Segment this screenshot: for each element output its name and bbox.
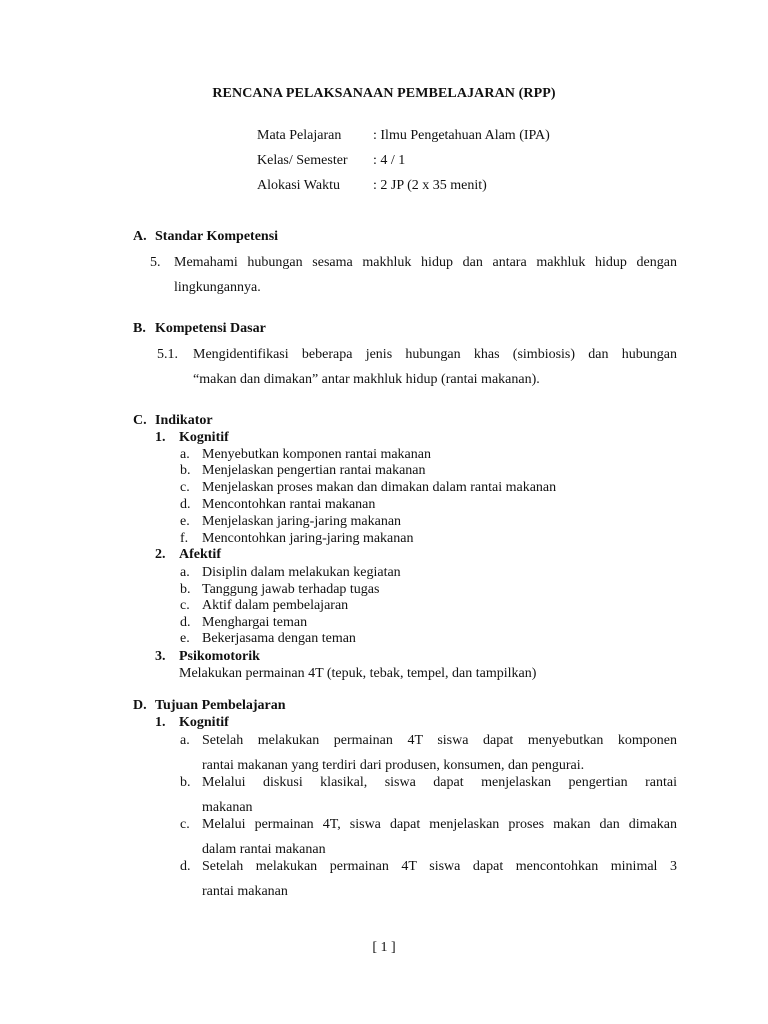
item-text: Disiplin dalam melakukan kegiatan [202, 565, 401, 580]
competency-text-line: Memahami hubungan sesama makhluk hidup dan antara makhluk hidup dengan [174, 255, 677, 270]
psikomotorik-text: Melakukan permainan 4T (tepuk, tebak, tempel, dan tampilkan) [179, 666, 537, 681]
list-item [180, 733, 677, 749]
item-letter: c. [180, 480, 190, 495]
item-letter: c. [180, 817, 190, 832]
section-title: Tujuan Pembelajaran [155, 698, 286, 713]
subsection-number: 2. [155, 547, 166, 562]
competency-text-line: lingkungannya. [174, 280, 261, 295]
section-letter: D. [133, 698, 147, 713]
meta-label: Alokasi Waktu [257, 178, 340, 193]
item-letter: a. [180, 447, 190, 462]
meta-value: : 4 / 1 [373, 153, 406, 168]
competency-number: 5.1. [157, 347, 178, 362]
item-text-line: rantai makanan yang terdiri dari produsen, konsumen, dan pengurai. [202, 758, 585, 773]
list-item [180, 859, 677, 875]
item-letter: b. [180, 582, 191, 597]
item-text: Tanggung jawab terhadap tugas [202, 582, 380, 597]
competency-number: 5. [150, 255, 161, 270]
section-title: Kompetensi Dasar [155, 321, 266, 336]
item-text-line: Melalui permainan 4T, siswa dapat menjelaskan proses makan dan dimakan [202, 817, 677, 832]
item-text: Bekerjasama dengan teman [202, 631, 356, 646]
subsection-number: 3. [155, 649, 166, 664]
item-text-line: dalam rantai makanan [202, 842, 326, 857]
item-text-line: Melalui diskusi klasikal, siswa dapat menjelaskan pengertian rantai [202, 775, 677, 790]
item-text-line: Setelah melakukan permainan 4T siswa dapat mencontohkan minimal 3 [202, 859, 677, 874]
meta-value: : Ilmu Pengetahuan Alam (IPA) [373, 128, 550, 143]
item-text: Menjelaskan jaring-jaring makanan [202, 514, 402, 529]
meta-value: : 2 JP (2 x 35 menit) [373, 178, 487, 193]
item-text-line: makanan [202, 800, 253, 815]
item-text: Menjelaskan pengertian rantai makanan [202, 463, 426, 478]
subsection-title: Kognitif [179, 715, 229, 730]
item-text: Menyebutkan komponen rantai makanan [202, 447, 431, 462]
item-letter: d. [180, 859, 191, 874]
item-letter: a. [180, 733, 190, 748]
item-text: Menjelaskan proses makan dan dimakan dalam rantai makanan [202, 480, 557, 495]
item-letter: b. [180, 775, 191, 790]
section-title: Standar Kompetensi [155, 229, 279, 244]
item-letter: e. [180, 514, 190, 529]
item-text: Aktif dalam pembelajaran [202, 598, 349, 613]
item-text-line: Setelah melakukan permainan 4T siswa dapat menyebutkan komponen [202, 733, 677, 748]
subsection-title: Kognitif [179, 430, 229, 445]
item-letter: c. [180, 598, 190, 613]
item-letter: d. [180, 615, 191, 630]
section-b-body [157, 347, 677, 363]
meta-label: Mata Pelajaran [257, 128, 342, 143]
item-text: Mencontohkan rantai makanan [202, 497, 376, 512]
page-number: [ 1 ] [372, 940, 396, 955]
item-letter: e. [180, 631, 190, 646]
subsection-title: Afektif [179, 547, 221, 562]
item-letter: f. [180, 531, 189, 546]
competency-text-line: Mengidentifikasi beberapa jenis hubungan khas (simbiosis) dan hubungan [193, 347, 677, 362]
section-letter: B. [133, 321, 146, 336]
item-text-line: rantai makanan [202, 884, 288, 899]
list-item [180, 775, 677, 791]
section-letter: A. [133, 229, 147, 244]
item-letter: a. [180, 565, 190, 580]
subsection-number: 1. [155, 715, 166, 730]
section-letter: C. [133, 413, 147, 428]
item-text: Mencontohkan jaring-jaring makanan [202, 531, 414, 546]
list-item [180, 817, 677, 833]
item-letter: b. [180, 463, 191, 478]
subsection-number: 1. [155, 430, 166, 445]
subsection-title: Psikomotorik [179, 649, 260, 664]
item-letter: d. [180, 497, 191, 512]
meta-label: Kelas/ Semester [257, 153, 348, 168]
section-a-body [150, 255, 677, 271]
competency-text-line: “makan dan dimakan” antar makhluk hidup (rantai makanan). [193, 372, 540, 387]
document-title: RENCANA PELAKSANAAN PEMBELAJARAN (RPP) [212, 86, 556, 101]
item-text: Menghargai teman [202, 615, 308, 630]
section-title: Indikator [155, 413, 213, 428]
